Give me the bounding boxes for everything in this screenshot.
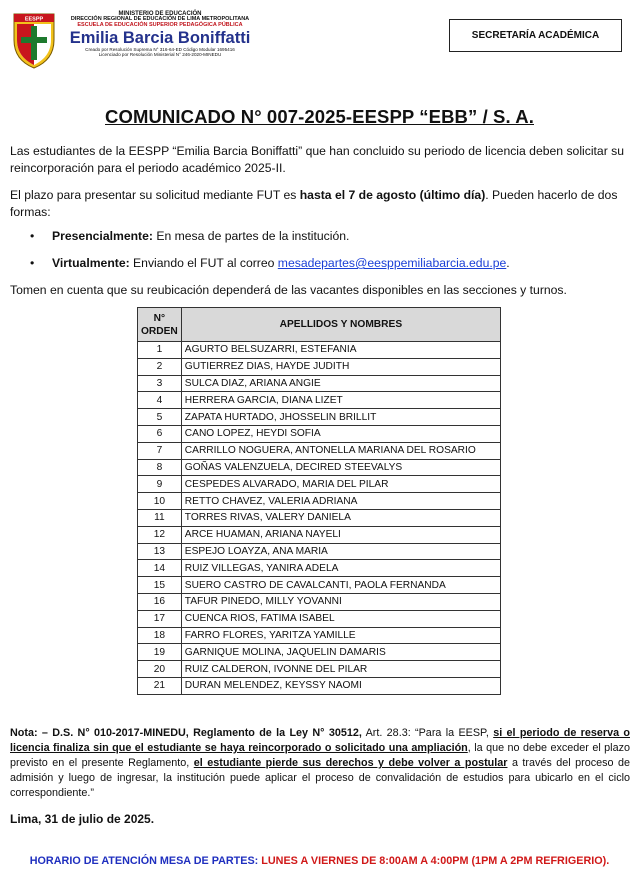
student-name: SUERO CASTRO DE CAVALCANTI, PAOLA FERNANDA [181, 577, 500, 594]
bullet-end: . [506, 256, 510, 270]
note-text: , la que no debe exceder el plazo previsto en el presente Reglamento, [10, 742, 630, 769]
table-row [138, 342, 501, 359]
table-row [138, 560, 501, 577]
document-date: Lima, 31 de julio de 2025. [10, 812, 155, 826]
table-row [138, 677, 501, 694]
institution-logo [10, 10, 58, 70]
student-name: HERRERA GARCIA, DIANA LIZET [181, 392, 500, 409]
row-number: 18 [138, 627, 182, 644]
student-name: CANO LOPEZ, HEYDI SOFIA [181, 425, 500, 442]
row-number: 9 [138, 476, 182, 493]
student-name: SULCA DIAZ, ARIANA ANGIE [181, 375, 500, 392]
table-row [138, 459, 501, 476]
school-type-line: ESCUELA DE EDUCACIÓN SUPERIOR PEDAGÓGICA PÚBLICA [77, 22, 243, 29]
note-text: a través del proceso de admisión y luego de ingresar, la institución puede aplicar el proceso de convalidación de estudios para ubicarlo en el ciclo correspondiente.” [10, 757, 631, 799]
table-row [138, 442, 501, 459]
deadline-text: El plazo para presentar su solicitud mediante FUT es [10, 188, 300, 202]
table-row [138, 577, 501, 594]
intro-paragraph: Las estudiantes de la EESPP “Emilia Barcia Boniffatti” que han concluido su periodo de licencia deben solicitar su reincorporación para el periodo académico 2025-II. [10, 144, 625, 175]
student-name: RETTO CHAVEZ, VALERIA ADRIANA [181, 493, 500, 510]
table-row [138, 509, 501, 526]
student-name: ESPEJO LOAYZA, ANA MARIA [181, 543, 500, 560]
student-name: RUIZ VILLEGAS, YANIRA ADELA [181, 560, 500, 577]
creation-line: Creado por Resolución Suprema N° 316-64-ED Código Modular 1695416 [85, 47, 235, 53]
bullet-label: Virtualmente: [52, 256, 130, 270]
student-name: FARRO FLORES, YARITZA YAMILLE [181, 627, 500, 644]
office-hours [0, 855, 639, 867]
license-line: Licenciado por Resolución Ministerial N° 246-2020-MINEDU [98, 51, 222, 57]
legal-note [10, 726, 630, 801]
student-name: GARNIQUE MOLINA, JAQUELIN DAMARIS [181, 644, 500, 661]
row-number: 5 [138, 409, 182, 426]
table-row [138, 476, 501, 493]
row-number: 16 [138, 593, 182, 610]
bullet-text: En mesa de partes de la institución. [152, 229, 350, 243]
direction-line: DIRECCIÓN REGIONAL DE EDUCACIÓN DE LIMA METROPOLITANA [70, 16, 250, 23]
relocation-paragraph: Tomen en cuenta que su reubicación dependerá de las vacantes disponibles en las secciones y turnos. [10, 283, 567, 297]
email-link[interactable]: mesadepartes@eesppemiliabarcia.edu.pe [277, 256, 507, 270]
student-name: TORRES RIVAS, VALERY DANIELA [181, 509, 500, 526]
office-hours-label: HORARIO DE ATENCIÓN MESA DE PARTES: [29, 855, 262, 867]
row-number: 21 [138, 677, 182, 694]
institution-header [60, 11, 260, 58]
row-number: 6 [138, 425, 182, 442]
office-box: SECRETARÍA ACADÉMICA [449, 19, 622, 52]
logo-lettering: EESPP [24, 16, 44, 23]
row-number: 19 [138, 644, 182, 661]
row-number: 12 [138, 526, 182, 543]
column-header-number: N° ORDEN [138, 308, 182, 342]
note-text: Art. 28.3: “Para la EESP, [361, 727, 494, 739]
row-number: 7 [138, 442, 182, 459]
row-number: 8 [138, 459, 182, 476]
deadline-text-end: . Pueden hacerlo de dos formas: [10, 188, 618, 219]
table-row [138, 644, 501, 661]
row-number: 3 [138, 375, 182, 392]
table-row [138, 627, 501, 644]
student-name: GOÑAS VALENZUELA, DECIRED STEEVALYS [181, 459, 500, 476]
student-name: DURAN MELENDEZ, KEYSSY NAOMI [181, 677, 500, 694]
row-number: 17 [138, 610, 182, 627]
deadline-paragraph [10, 187, 630, 220]
table-row [138, 610, 501, 627]
student-name: AGURTO BELSUZARRI, ESTEFANIA [181, 342, 500, 359]
school-name: Emilia Barcia Boniffatti [69, 28, 251, 47]
student-name: RUIZ CALDERON, IVONNE DEL PILAR [181, 661, 500, 678]
office-hours-value: LUNES A VIERNES DE 8:00AM A 4:00PM (1PM A 2PM REFRIGERIO). [261, 855, 610, 867]
bullet-dot-icon: • [30, 256, 35, 270]
table-row [138, 358, 501, 375]
student-name: ZAPATA HURTADO, JHOSSELIN BRILLIT [181, 409, 500, 426]
table-row [138, 493, 501, 510]
students-table [137, 307, 501, 695]
table-row [138, 375, 501, 392]
note-emphasis: el estudiante pierde sus derechos y debe volver a postular [193, 757, 508, 769]
bullet-text: Enviando el FUT al correo [129, 256, 278, 270]
document-title: COMUNICADO N° 007-2025-EESPP “EBB” / S. A. [105, 106, 534, 127]
student-name: ARCE HUAMAN, ARIANA NAYELI [181, 526, 500, 543]
row-number: 20 [138, 661, 182, 678]
table-row [138, 593, 501, 610]
row-number: 4 [138, 392, 182, 409]
row-number: 15 [138, 577, 182, 594]
note-emphasis: si el periodo de reserva o licencia finaliza sin que el estudiante se haya reincorporado o solicitado una ampliación [10, 727, 630, 754]
table-row [138, 526, 501, 543]
row-number: 14 [138, 560, 182, 577]
row-number: 11 [138, 509, 182, 526]
student-name: TAFUR PINEDO, MILLY YOVANNI [181, 593, 500, 610]
table-row [138, 661, 501, 678]
row-number: 10 [138, 493, 182, 510]
student-name: CUENCA RIOS, FATIMA ISABEL [181, 610, 500, 627]
bullet-dot-icon: • [30, 229, 35, 243]
bullet-label: Presencialmente: [52, 229, 153, 243]
student-name: CESPEDES ALVARADO, MARIA DEL PILAR [181, 476, 500, 493]
table-row [138, 392, 501, 409]
note-prefix: Nota: – D.S. N° 010-2017-MINEDU, Reglamento de la Ley N° 30512, [10, 727, 362, 739]
row-number: 13 [138, 543, 182, 560]
column-header-name: APELLIDOS Y NOMBRES [181, 308, 500, 342]
ministry-line: MINISTERIO DE EDUCACIÓN [118, 11, 202, 17]
deadline-date: hasta el 7 de agosto (último día) [299, 188, 486, 202]
table-row [138, 425, 501, 442]
row-number: 2 [138, 358, 182, 375]
table-row [138, 543, 501, 560]
student-name: GUTIERREZ DIAS, HAYDE JUDITH [181, 358, 500, 375]
table-row [138, 409, 501, 426]
row-number: 1 [138, 342, 182, 359]
student-name: CARRILLO NOGUERA, ANTONELLA MARIANA DEL ROSARIO [181, 442, 500, 459]
